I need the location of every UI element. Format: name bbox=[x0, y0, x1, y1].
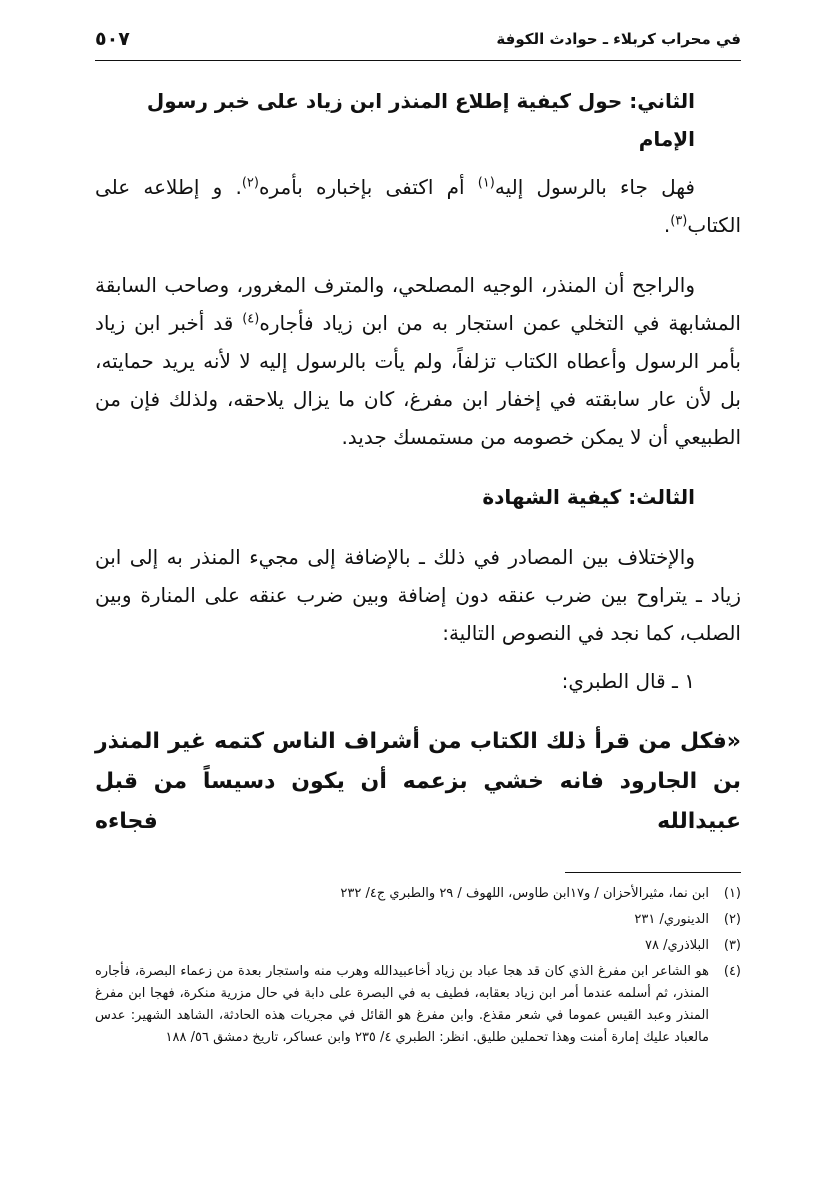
paragraph-1-text-d: . bbox=[663, 213, 671, 237]
footnote-number: (٢) bbox=[723, 912, 741, 927]
paragraph-1 bbox=[95, 168, 741, 244]
header-divider bbox=[95, 60, 741, 61]
page-header bbox=[95, 30, 741, 56]
footnote-text: الدينوري/ ٢٣١ bbox=[634, 912, 709, 927]
footnotes bbox=[95, 883, 741, 1053]
list-item-1: ١ ـ قال الطبري: bbox=[561, 669, 695, 693]
footnote-ref-4: (٤) bbox=[242, 311, 260, 327]
page-number: ٥٠٧ bbox=[95, 28, 130, 50]
footnote-text: هو الشاعر ابن مفرغ الذي كان قد هجا عباد بن زياد أخاعبيدالله وهرب منه واستجار بعدة من زعماء البصرة، فأجاره المنذر، ثم أسلمه عندما أمر ابن زياد بعقابه، فطيف به في البصرة على دابة في حال مزرية منكرة، فهجا ابن مفرغ المنذر وعبد القيس عموما في شعر مقذع. وابن مفرغ هو القائل في مجريات هذه الحادثة، الشاهد الشهير: عدس مالعباد عليك إمارة أمنت وهذا تحملين طليق. انظر: الطبري ٤/ ٢٣٥ وابن عساكر، تاريخ دمشق ٥٦/ ١٨٨ bbox=[95, 964, 709, 1045]
footnote-text: البلاذري/ ٧٨ bbox=[645, 938, 709, 953]
footnote-number: (٤) bbox=[723, 964, 741, 979]
footnote-text: ابن نما، مثيرالأحزان / و١٧ابن طاوس، اللهوف / ٢٩ والطبري ج٤/ ٢٣٢ bbox=[340, 886, 709, 901]
paragraph-2 bbox=[95, 266, 741, 456]
footnote-number: (١) bbox=[723, 886, 741, 901]
footnote-4 bbox=[95, 961, 741, 1049]
footnote-ref-3: (٣) bbox=[670, 213, 688, 229]
paragraph-2-text-a: والراجح أن المنذر، الوجيه المصلحي، والمترف المغرور، وصاحب السابقة المشابهة في التخلي عمن استجار به من ابن زياد فأجاره bbox=[95, 273, 741, 335]
footnote-number: (٣) bbox=[723, 938, 741, 953]
footnote-ref-2: (٢) bbox=[241, 175, 259, 191]
paragraph-3: والإختلاف بين المصادر في ذلك ـ بالإضافة إلى مجيء المنذر به إلى ابن زياد ـ يتراوح بين ضرب عنقه دون إضافة وبين ضرب عنقه على المنارة وبين الصلب، كما نجد في النصوص التالية: bbox=[95, 545, 741, 645]
footnote-1 bbox=[95, 883, 741, 905]
footnote-ref-1: (١) bbox=[477, 175, 495, 191]
paragraph-1-text-a: فهل جاء بالرسول إليه bbox=[494, 175, 695, 199]
footnote-3 bbox=[95, 935, 741, 957]
paragraph-1-text-c: . و إطلاعه على الكتاب bbox=[95, 175, 741, 237]
footnote-divider bbox=[565, 872, 741, 873]
paragraph-2-text-b: قد أخبر ابن زياد بأمر الرسول وأعطاه الكتاب تزلفاً، ولم يأت بالرسول إليه لا لأنه يريد حمايته، بل لأن عار سابقته في إخفار ابن مفرغ، كان ما يزال يلاحقه، ولذلك فإن من الطبيعي أن لا يمكن خصومه من مستمسك جديد. bbox=[95, 311, 741, 449]
paragraph-1-text-b: أم اكتفى بإخباره بأمره bbox=[258, 175, 478, 199]
main-text bbox=[95, 82, 741, 842]
footnote-2 bbox=[95, 909, 741, 931]
running-title: في محراب كربلاء ـ حوادث الكوفة bbox=[496, 30, 741, 48]
section-heading-second: الثاني: حول كيفية إطلاع المنذر ابن زياد على خبر رسول الإمام bbox=[146, 89, 695, 151]
quotation: «فكل من قرأ ذلك الكتاب من أشراف الناس كتمه غير المنذر بن الجارود فانه خشي بزعمه أن يكون دسيساً من قبل عبيدالله فجاءه bbox=[95, 729, 741, 834]
section-heading-third: الثالث: كيفية الشهادة bbox=[482, 485, 695, 509]
